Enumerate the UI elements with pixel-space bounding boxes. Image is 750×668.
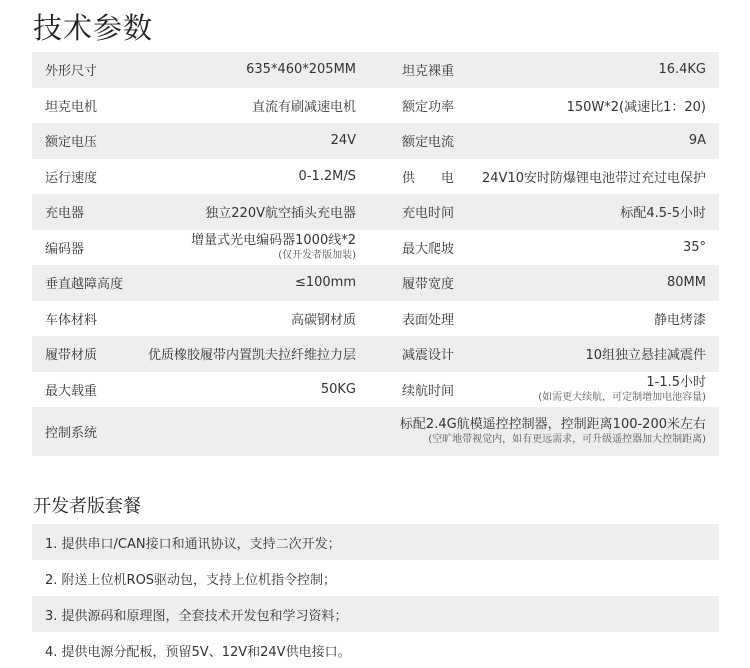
spec-value: ≤100mm	[294, 275, 356, 291]
spec-label: 充电时间	[402, 206, 455, 222]
spec-row	[32, 301, 719, 337]
spec-label: 外形尺寸	[45, 64, 98, 80]
spec-value: 独立220V航空插头充电器	[205, 206, 356, 222]
spec-value	[400, 407, 706, 456]
spec-label: 最大爬坡	[402, 241, 455, 257]
spec-row	[32, 230, 719, 266]
spec-label: 履带材质	[45, 348, 98, 364]
spec-table	[32, 52, 719, 456]
spec-value: 静电烤漆	[653, 312, 706, 328]
section-title: 开发者版套餐	[33, 496, 141, 517]
spec-value: 80MM	[667, 275, 706, 291]
spec-row	[32, 265, 719, 301]
spec-value-main: 标配2.4G航模遥控控制器，控制距离100-200米左右	[399, 417, 706, 432]
spec-label: 最大载重	[45, 383, 98, 399]
spec-label: 垂直越障高度	[45, 277, 124, 293]
list-item: 1. 提供串口/CAN接口和通讯协议，支持二次开发；	[32, 524, 719, 560]
spec-value: 直流有刷减速电机	[251, 99, 356, 115]
spec-value-note: (仅开发者版加装)	[278, 249, 356, 261]
spec-value: 9A	[688, 133, 706, 149]
spec-row	[32, 336, 719, 372]
spec-label: 车体材料	[45, 312, 98, 328]
spec-label: 运行速度	[45, 170, 98, 186]
spec-value: 635*460*205MM	[246, 62, 356, 78]
spec-label: 额定电流	[402, 135, 455, 151]
spec-value-main: 1-1.5小时	[646, 374, 706, 390]
list-item: 2. 附送上位机ROS驱动包，支持上位机指令控制；	[45, 572, 337, 588]
dev-package-list	[32, 524, 719, 668]
spec-row-control	[32, 407, 719, 456]
spec-label: 续航时间	[402, 383, 455, 399]
spec-value: 50KG	[320, 381, 356, 397]
spec-row	[32, 159, 719, 195]
spec-value: 高碳钢材质	[290, 312, 356, 328]
spec-row	[32, 194, 719, 230]
spec-value: 0-1.2M/S	[298, 168, 356, 184]
spec-row	[32, 123, 719, 159]
spec-value: 优质橡胶履带内置凯夫拉纤维拉力层	[147, 348, 356, 364]
list-item: 3. 提供源码和原理图，全套技术开发包和学习资料；	[32, 596, 719, 632]
spec-row	[32, 88, 719, 124]
spec-label: 减震设计	[402, 348, 455, 364]
spec-row	[32, 52, 719, 88]
spec-value-main: 增量式光电编码器1000线*2	[191, 232, 356, 248]
spec-label: 额定功率	[402, 99, 455, 115]
spec-label: 履带宽度	[402, 277, 455, 293]
spec-label: 控制系统	[45, 426, 98, 441]
list-item: 4. 提供电源分配板，预留5V、12V和24V供电接口。	[45, 644, 351, 660]
page-title: 技术参数	[33, 11, 154, 45]
spec-value: 标配4.5-5小时	[620, 206, 706, 222]
spec-label: 充电器	[45, 206, 85, 222]
spec-value: 16.4KG	[658, 62, 706, 78]
spec-label: 坦克裸重	[402, 64, 455, 80]
spec-value	[538, 372, 706, 408]
spec-label: 坦克电机	[45, 99, 98, 115]
spec-label: 供 电	[402, 170, 455, 186]
spec-value-note: (如需更大续航，可定制增加电池容量)	[538, 391, 706, 403]
spec-value: 24V10安时防爆锂电池带过充过电保护	[482, 170, 706, 186]
spec-value: 35°	[682, 239, 706, 255]
spec-row	[32, 372, 719, 408]
spec-value-note: (空旷地带视觉内，如有更远需求，可升级遥控器加大控制距离)	[428, 434, 706, 445]
spec-label: 编码器	[45, 241, 85, 257]
spec-value: 150W*2(减速比1：20)	[566, 99, 706, 115]
spec-label: 额定电压	[45, 135, 98, 151]
spec-value: 24V	[330, 133, 356, 149]
spec-label: 表面处理	[402, 312, 455, 328]
spec-value	[191, 230, 356, 266]
spec-value: 10组独立悬挂减震件	[585, 348, 706, 364]
